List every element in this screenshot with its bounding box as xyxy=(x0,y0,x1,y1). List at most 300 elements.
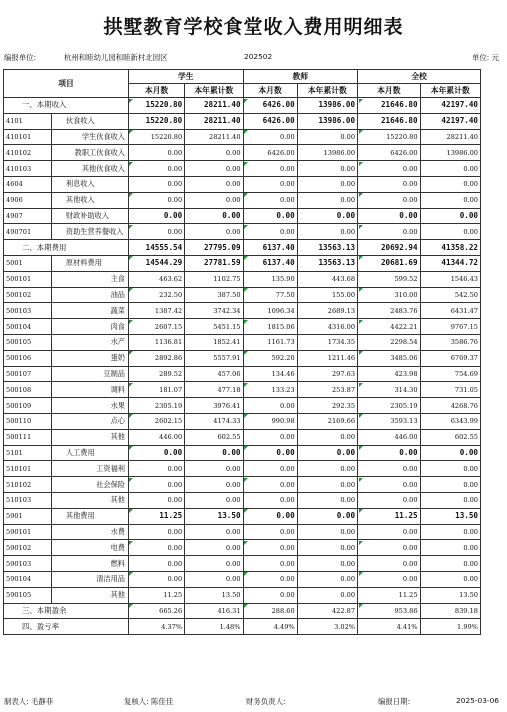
cell-value: 0.00 xyxy=(297,571,357,587)
header-group-teachers: 教师 xyxy=(243,70,358,84)
cell-value: 6426.00 xyxy=(358,145,420,161)
row-name: 人工费用 xyxy=(51,445,128,461)
cell-value: 288.60 xyxy=(243,603,297,619)
row-name: 社会保险 xyxy=(51,477,128,493)
cell-value: 0.00 xyxy=(185,145,243,161)
cell-value: 422.87 xyxy=(297,603,357,619)
table-row xyxy=(4,176,481,192)
cell-value: 2483.76 xyxy=(358,303,420,319)
cell-value: 15220.80 xyxy=(128,129,184,145)
cell-value: 423.98 xyxy=(358,366,420,382)
row-name: 油品 xyxy=(51,287,128,303)
cell-comment-marker xyxy=(129,446,133,450)
cell-comment-marker xyxy=(244,99,248,103)
header-month: 本月数 xyxy=(243,84,297,98)
cell-value: 6426.00 xyxy=(243,145,297,161)
table-row xyxy=(4,350,481,366)
row-code: 410102 xyxy=(4,145,52,161)
row-code: 590104 xyxy=(4,571,52,587)
cell-value: 15220.80 xyxy=(358,129,420,145)
cell-value: 2602.15 xyxy=(128,413,184,429)
cell-value: 0.00 xyxy=(185,540,243,556)
cell-value: 0.00 xyxy=(420,461,480,477)
cell-comment-marker xyxy=(129,572,133,576)
cell-value: 2305.19 xyxy=(358,398,420,414)
row-name: 其他收入 xyxy=(51,192,128,208)
table-row xyxy=(4,319,481,335)
row-code: 510102 xyxy=(4,477,52,493)
cell-value: 0.00 xyxy=(297,429,357,445)
table-row xyxy=(4,303,481,319)
cell-value: 13.50 xyxy=(420,508,480,524)
cell-comment-marker xyxy=(244,604,248,608)
cell-comment-marker xyxy=(129,541,133,545)
cell-value: 41344.72 xyxy=(420,255,480,271)
cell-value: 4.37% xyxy=(128,619,184,635)
cell-value: 0.00 xyxy=(420,208,480,224)
cell-value: 14555.54 xyxy=(128,240,184,256)
cell-value: 0.00 xyxy=(185,192,243,208)
row-code: 500101 xyxy=(4,271,52,287)
cell-value: 731.05 xyxy=(420,382,480,398)
table-row xyxy=(4,382,481,398)
row-name: 水果 xyxy=(51,398,128,414)
row-name: 清洁用品 xyxy=(51,571,128,587)
cell-value: 1387.42 xyxy=(128,303,184,319)
cell-value: 416.31 xyxy=(185,603,243,619)
cell-value: 6137.40 xyxy=(243,240,297,256)
table-row xyxy=(4,492,481,508)
cell-value: 457.06 xyxy=(185,366,243,382)
cell-value: 0.00 xyxy=(358,192,420,208)
cell-comment-marker xyxy=(244,256,248,260)
table-row xyxy=(4,587,481,603)
cell-value: 0.00 xyxy=(420,524,480,540)
cell-comment-marker xyxy=(129,162,133,166)
cell-comment-marker xyxy=(129,351,133,355)
table-row xyxy=(4,398,481,414)
cell-value: 0.00 xyxy=(243,587,297,603)
table-row xyxy=(4,113,481,129)
cell-value: 0.00 xyxy=(185,571,243,587)
cell-value: 15220.80 xyxy=(128,113,184,129)
table-row xyxy=(4,619,481,635)
row-name: 原材料费用 xyxy=(51,255,128,271)
cell-value: 1.48% xyxy=(185,619,243,635)
row-code: 510103 xyxy=(4,492,52,508)
row-code: 410101 xyxy=(4,129,52,145)
cell-value: 0.00 xyxy=(243,208,297,224)
header-month: 本月数 xyxy=(358,84,420,98)
cell-value: 11.25 xyxy=(358,508,420,524)
row-name: 学生伙食收入 xyxy=(51,129,128,145)
cell-comment-marker xyxy=(359,541,363,545)
table-row xyxy=(4,571,481,587)
cell-value: 0.00 xyxy=(128,208,184,224)
cell-value: 0.00 xyxy=(297,129,357,145)
cell-value: 0.00 xyxy=(358,176,420,192)
cell-value: 13563.13 xyxy=(297,255,357,271)
cell-value: 0.00 xyxy=(243,398,297,414)
cell-value: 5451.15 xyxy=(185,319,243,335)
cell-value: 2607.15 xyxy=(128,319,184,335)
cell-value: 2169.66 xyxy=(297,413,357,429)
cell-value: 592.20 xyxy=(243,350,297,366)
cell-value: 0.00 xyxy=(420,477,480,493)
table-row xyxy=(4,224,481,240)
cell-value: 2892.86 xyxy=(128,350,184,366)
cell-comment-marker xyxy=(359,193,363,197)
table-row xyxy=(4,540,481,556)
row-code: 410103 xyxy=(4,161,52,177)
cell-value: 0.00 xyxy=(128,540,184,556)
cell-value: 0.00 xyxy=(420,192,480,208)
cell-value: 0.00 xyxy=(185,556,243,572)
table-row xyxy=(4,366,481,382)
cell-value: 4.41% xyxy=(358,619,420,635)
cell-value: 0.00 xyxy=(297,524,357,540)
cell-value: 13986.00 xyxy=(420,145,480,161)
cell-value: 0.00 xyxy=(297,192,357,208)
cell-value: 0.00 xyxy=(358,556,420,572)
cell-value: 599.52 xyxy=(358,271,420,287)
cell-value: 289.52 xyxy=(128,366,184,382)
cell-value: 4316.00 xyxy=(297,319,357,335)
cell-comment-marker xyxy=(129,509,133,513)
cell-value: 135.90 xyxy=(243,271,297,287)
cell-value: 0.00 xyxy=(297,540,357,556)
row-name: 蛋奶 xyxy=(51,350,128,366)
cell-value: 446.00 xyxy=(128,429,184,445)
row-name: 其他费用 xyxy=(51,508,128,524)
cell-value: 0.00 xyxy=(243,161,297,177)
row-code: 500111 xyxy=(4,429,52,445)
cell-comment-marker xyxy=(129,256,133,260)
row-name: 伙食收入 xyxy=(51,113,128,129)
cell-comment-marker xyxy=(359,288,363,292)
row-name: 利息收入 xyxy=(51,176,128,192)
cell-value: 0.00 xyxy=(420,161,480,177)
cell-value: 0.00 xyxy=(243,524,297,540)
cell-value: 28211.40 xyxy=(185,129,243,145)
table-row xyxy=(4,271,481,287)
cell-value: 1211.46 xyxy=(297,350,357,366)
cell-value: 3976.41 xyxy=(185,398,243,414)
cell-value: 477.18 xyxy=(185,382,243,398)
row-code: 500107 xyxy=(4,366,52,382)
row-name: 豆制品 xyxy=(51,366,128,382)
row-code: 510101 xyxy=(4,461,52,477)
cell-value: 27795.09 xyxy=(185,240,243,256)
cell-comment-marker xyxy=(129,193,133,197)
cell-value: 0.00 xyxy=(420,492,480,508)
cell-value: 11.25 xyxy=(358,587,420,603)
cell-value: 0.00 xyxy=(297,461,357,477)
cell-value: 0.00 xyxy=(243,224,297,240)
cell-comment-marker xyxy=(129,414,133,418)
header-month: 本月数 xyxy=(128,84,184,98)
row-code: 500108 xyxy=(4,382,52,398)
cell-value: 3485.06 xyxy=(358,350,420,366)
table-row xyxy=(4,240,481,256)
cell-value: 3586.76 xyxy=(420,334,480,350)
page-title: 拱墅教育学校食堂收入费用明细表 xyxy=(103,16,404,38)
cell-value: 1852.41 xyxy=(185,334,243,350)
cell-value: 0.00 xyxy=(297,477,357,493)
cell-value: 0.00 xyxy=(128,556,184,572)
cell-value: 0.00 xyxy=(128,445,184,461)
cell-value: 443.68 xyxy=(297,271,357,287)
cell-comment-marker xyxy=(359,162,363,166)
cell-value: 0.00 xyxy=(185,492,243,508)
statement-table xyxy=(3,69,481,635)
cell-value: 0.00 xyxy=(185,461,243,477)
cell-value: 5557.91 xyxy=(185,350,243,366)
cell-value: 13.50 xyxy=(185,508,243,524)
cell-value: 6769.37 xyxy=(420,350,480,366)
cell-value: 0.00 xyxy=(185,208,243,224)
cell-comment-marker xyxy=(359,604,363,608)
cell-value: 953.86 xyxy=(358,603,420,619)
row-code: 590105 xyxy=(4,587,52,603)
cell-comment-marker xyxy=(244,320,248,324)
report-meta xyxy=(4,52,503,64)
cell-value: 0.00 xyxy=(128,524,184,540)
header-ytd: 本年累计数 xyxy=(297,84,357,98)
cell-value: 0.00 xyxy=(243,429,297,445)
row-name: 资助生营养餐收入 xyxy=(51,224,128,240)
cell-value: 134.46 xyxy=(243,366,297,382)
cell-value: 6426.00 xyxy=(243,113,297,129)
period-value: 202502 xyxy=(244,52,273,61)
cell-value: 4268.76 xyxy=(420,398,480,414)
row-code: 4604 xyxy=(4,176,52,192)
cell-value: 839.18 xyxy=(420,603,480,619)
cell-value: 0.00 xyxy=(420,176,480,192)
finance-officer: 财务负责人: xyxy=(246,697,286,706)
table-row xyxy=(4,334,481,350)
cell-value: 3.02% xyxy=(297,619,357,635)
row-code: 500109 xyxy=(4,398,52,414)
cell-value: 9767.15 xyxy=(420,319,480,335)
row-name: 主食 xyxy=(51,271,128,287)
row-name: 财政补助收入 xyxy=(51,208,128,224)
unit-value: 杭州和睦幼儿园和睦新村北园区 xyxy=(64,53,168,62)
cell-value: 11.25 xyxy=(128,508,184,524)
cell-value: 6426.00 xyxy=(243,98,297,114)
cell-value: 0.00 xyxy=(185,176,243,192)
cell-value: 1815.06 xyxy=(243,319,297,335)
cell-comment-marker xyxy=(359,130,363,134)
cell-value: 133.23 xyxy=(243,382,297,398)
cell-comment-marker xyxy=(359,225,363,229)
cell-value: 0.00 xyxy=(420,224,480,240)
header-ytd: 本年累计数 xyxy=(420,84,480,98)
cell-value: 0.00 xyxy=(297,224,357,240)
cell-value: 297.63 xyxy=(297,366,357,382)
cell-value: 13986.00 xyxy=(297,98,357,114)
cell-value: 0.00 xyxy=(128,224,184,240)
row-name: 燃料 xyxy=(51,556,128,572)
cell-value: 0.00 xyxy=(185,477,243,493)
cell-comment-marker xyxy=(359,320,363,324)
cell-comment-marker xyxy=(129,604,133,608)
cell-value: 314.30 xyxy=(358,382,420,398)
row-code: 500103 xyxy=(4,303,52,319)
cell-value: 20692.94 xyxy=(358,240,420,256)
date-label: 编报日期: xyxy=(378,697,411,706)
cell-value: 0.00 xyxy=(128,571,184,587)
table-row xyxy=(4,255,481,271)
cell-value: 0.00 xyxy=(297,587,357,603)
table-row xyxy=(4,445,481,461)
cell-comment-marker xyxy=(129,383,133,387)
cell-comment-marker xyxy=(244,288,248,292)
header-project: 项目 xyxy=(4,70,129,98)
cell-value: 0.00 xyxy=(358,477,420,493)
cell-value: 77.50 xyxy=(243,287,297,303)
table-row xyxy=(4,161,481,177)
cell-value: 253.87 xyxy=(297,382,357,398)
cell-value: 0.00 xyxy=(185,445,243,461)
cell-value: 0.00 xyxy=(358,492,420,508)
cell-value: 0.00 xyxy=(358,524,420,540)
table-row xyxy=(4,192,481,208)
reviewer: 复核人: 陈佳佳 xyxy=(124,697,174,706)
cell-value: 387.50 xyxy=(185,287,243,303)
row-name: 其他 xyxy=(51,429,128,445)
cell-comment-marker xyxy=(244,383,248,387)
row-code: 5101 xyxy=(4,445,52,461)
cell-value: 0.00 xyxy=(420,571,480,587)
date-value: 2025-03-06 xyxy=(456,696,499,705)
cell-value: 0.00 xyxy=(128,145,184,161)
cell-comment-marker xyxy=(244,130,248,134)
cell-value: 0.00 xyxy=(358,571,420,587)
cell-value: 0.00 xyxy=(243,192,297,208)
cell-value: 41358.22 xyxy=(420,240,480,256)
row-code: 490701 xyxy=(4,224,52,240)
header-ytd: 本年累计数 xyxy=(185,84,243,98)
cell-value: 21646.80 xyxy=(358,113,420,129)
cell-value: 0.00 xyxy=(243,571,297,587)
cell-value: 6343.99 xyxy=(420,413,480,429)
cell-value: 0.00 xyxy=(297,445,357,461)
table-row xyxy=(4,461,481,477)
cell-value: 28211.40 xyxy=(185,113,243,129)
row-code: 4101 xyxy=(4,113,52,129)
cell-value: 0.00 xyxy=(128,192,184,208)
cell-comment-marker xyxy=(244,162,248,166)
cell-value: 13563.13 xyxy=(297,240,357,256)
cell-value: 1161.73 xyxy=(243,334,297,350)
cell-value: 28211.40 xyxy=(185,98,243,114)
cell-comment-marker xyxy=(244,351,248,355)
cell-value: 4174.33 xyxy=(185,413,243,429)
header-group-students: 学生 xyxy=(128,70,243,84)
row-name: 蔬菜 xyxy=(51,303,128,319)
cell-value: 1734.35 xyxy=(297,334,357,350)
cell-value: 602.55 xyxy=(420,429,480,445)
cell-value: 754.69 xyxy=(420,366,480,382)
row-code: 590102 xyxy=(4,540,52,556)
cell-value: 0.00 xyxy=(297,556,357,572)
cell-value: 990.98 xyxy=(243,413,297,429)
cell-value: 0.00 xyxy=(358,540,420,556)
cell-value: 2298.54 xyxy=(358,334,420,350)
cell-value: 0.00 xyxy=(297,208,357,224)
currency-label: 单位: 元 xyxy=(471,53,499,62)
row-name: 点心 xyxy=(51,413,128,429)
row-code: 500102 xyxy=(4,287,52,303)
cell-value: 20681.69 xyxy=(358,255,420,271)
cell-value: 13986.00 xyxy=(297,113,357,129)
row-name: 电费 xyxy=(51,540,128,556)
cell-value: 11.25 xyxy=(128,587,184,603)
preparer: 制表人: 毛静菲 xyxy=(4,697,54,706)
table-row xyxy=(4,508,481,524)
cell-value: 0.00 xyxy=(243,129,297,145)
row-name: 肉食 xyxy=(51,319,128,335)
cell-value: 0.00 xyxy=(243,492,297,508)
cell-value: 15220.80 xyxy=(128,98,184,114)
cell-comment-marker xyxy=(244,414,248,418)
cell-value: 446.00 xyxy=(358,429,420,445)
row-code: 5901 xyxy=(4,508,52,524)
cell-value: 42197.40 xyxy=(420,98,480,114)
row-code: 590103 xyxy=(4,556,52,572)
cell-value: 0.00 xyxy=(358,161,420,177)
table-row xyxy=(4,603,481,619)
cell-comment-marker xyxy=(359,256,363,260)
cell-comment-marker xyxy=(129,320,133,324)
cell-value: 42197.40 xyxy=(420,113,480,129)
cell-comment-marker xyxy=(244,478,248,482)
table-row xyxy=(4,287,481,303)
cell-comment-marker xyxy=(359,572,363,576)
cell-value: 21646.80 xyxy=(358,98,420,114)
table-row xyxy=(4,208,481,224)
cell-comment-marker xyxy=(359,351,363,355)
cell-value: 463.62 xyxy=(128,271,184,287)
row-code: 500105 xyxy=(4,334,52,350)
cell-value: 292.35 xyxy=(297,398,357,414)
cell-comment-marker xyxy=(244,193,248,197)
statement-body xyxy=(4,98,481,635)
cell-value: 4422.21 xyxy=(358,319,420,335)
row-code: 590101 xyxy=(4,524,52,540)
cell-value: 310.00 xyxy=(358,287,420,303)
table-row xyxy=(4,413,481,429)
cell-value: 4.49% xyxy=(243,619,297,635)
row-section-label: 四、盈亏率 xyxy=(4,619,129,635)
cell-value: 0.00 xyxy=(243,556,297,572)
cell-value: 13.50 xyxy=(420,587,480,603)
cell-comment-marker xyxy=(359,478,363,482)
cell-value: 0.00 xyxy=(297,161,357,177)
row-name: 其他 xyxy=(51,492,128,508)
cell-comment-marker xyxy=(359,414,363,418)
unit-label: 编报单位: xyxy=(4,53,37,62)
report-footer xyxy=(4,696,503,708)
row-name: 其他 xyxy=(51,587,128,603)
cell-comment-marker xyxy=(359,509,363,513)
cell-value: 0.00 xyxy=(420,556,480,572)
cell-value: 1096.34 xyxy=(243,303,297,319)
cell-value: 0.00 xyxy=(128,176,184,192)
cell-value: 0.00 xyxy=(185,524,243,540)
cell-value: 2689.13 xyxy=(297,303,357,319)
